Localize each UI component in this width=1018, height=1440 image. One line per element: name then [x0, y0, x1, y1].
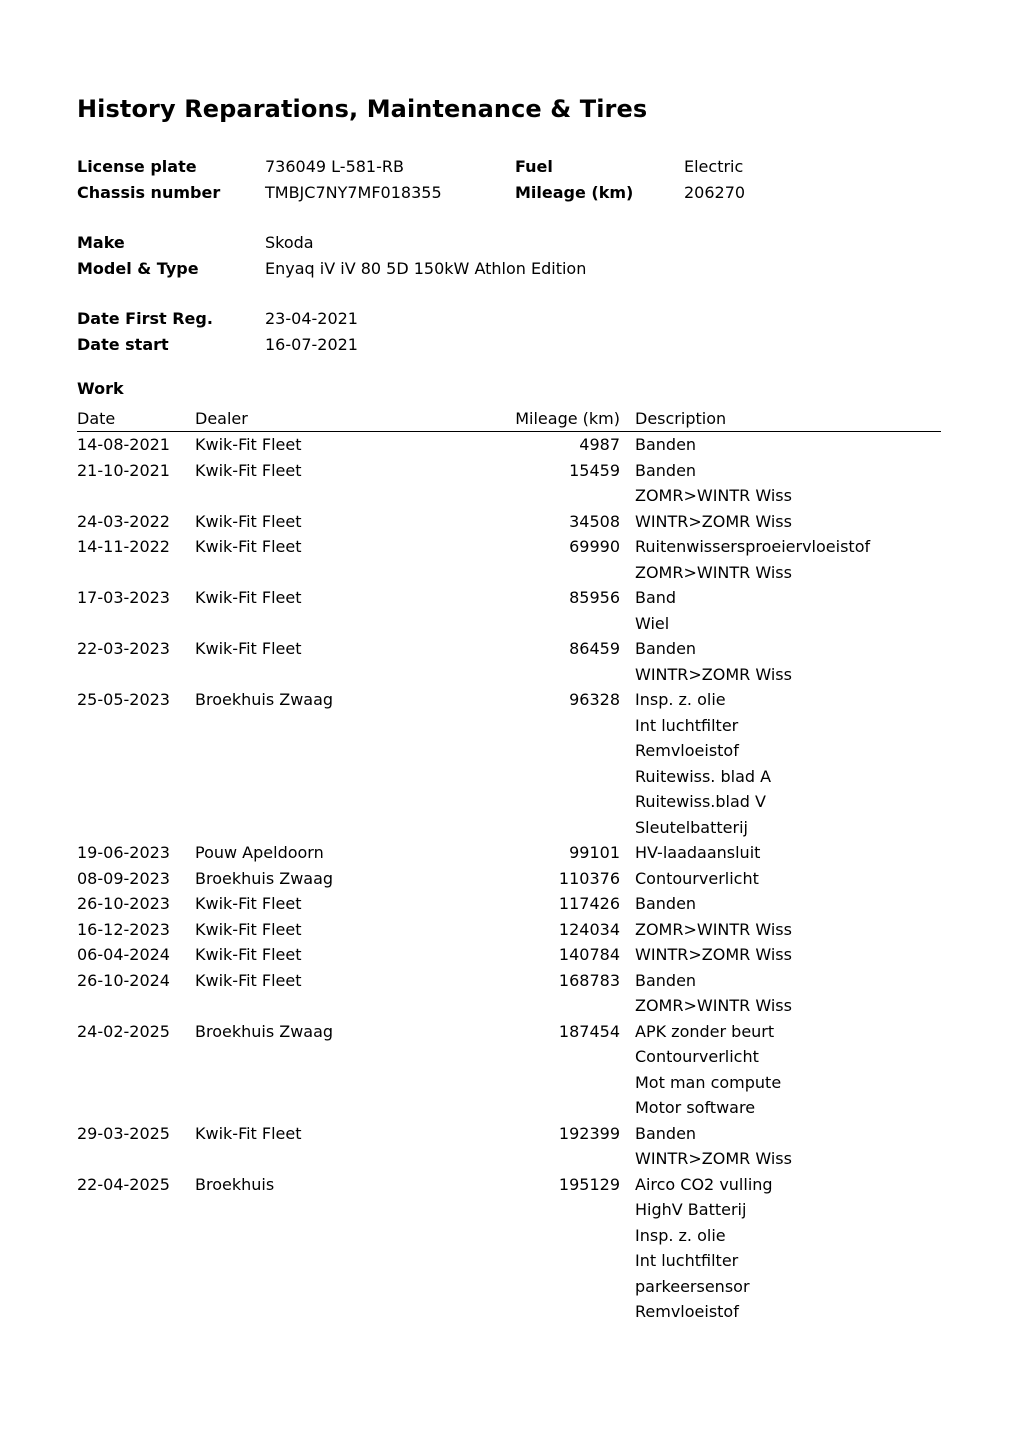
make-value: Skoda [265, 233, 314, 252]
row-mileage: 96328 [569, 690, 620, 709]
row-mileage: 168783 [558, 970, 620, 990]
row-date: 24-03-2022 [77, 511, 170, 531]
date-start-label: Date start [77, 334, 169, 354]
row-description: Mot man compute [635, 1072, 782, 1092]
header-date: Date [77, 409, 116, 428]
row-date: 22-04-2025 [77, 1174, 170, 1194]
row-description: HighV Batterij [635, 1200, 747, 1219]
row-description: HV-laadaansluit [635, 843, 761, 862]
table-row [77, 1172, 941, 1325]
row-description: Int luchtfilter [635, 1251, 739, 1270]
row-dealer: Broekhuis Zwaag [195, 690, 334, 709]
row-description: Insp. z. olie [635, 1225, 726, 1245]
row-description-list [635, 509, 792, 535]
model-type-label: Model & Type [77, 258, 199, 278]
row-description-list [635, 891, 696, 917]
row-description-list [635, 917, 792, 943]
row-mileage: 195129 [558, 1174, 620, 1194]
info-row-first-reg [77, 306, 941, 332]
page-title: History Reparations, Maintenance & Tires [77, 95, 648, 123]
row-description-list [635, 458, 792, 509]
row-description-list [635, 585, 676, 636]
header-mileage: Mileage (km) [515, 409, 620, 428]
table-row [77, 866, 941, 892]
row-description: ZOMR>WINTR Wiss [635, 486, 792, 505]
table-row [77, 636, 941, 687]
table-row [77, 458, 941, 509]
row-dealer: Broekhuis Zwaag [195, 1021, 334, 1041]
vehicle-model-block [77, 230, 941, 281]
row-description: WINTR>ZOMR Wiss [635, 511, 792, 531]
vehicle-id-block [77, 154, 941, 205]
row-description: Remvloeistof [635, 741, 739, 760]
row-description: Sleutelbatterij [635, 817, 748, 837]
row-description: Wiel [635, 613, 670, 633]
table-row [77, 968, 941, 1019]
row-description: Band [635, 588, 677, 607]
work-table [77, 406, 941, 1325]
row-mileage: 86459 [569, 639, 620, 658]
info-row-license-plate [77, 154, 941, 180]
row-mileage: 69990 [569, 537, 620, 556]
row-description: Airco CO2 vulling [635, 1174, 773, 1194]
row-date: 22-03-2023 [77, 639, 170, 658]
mileage-label: Mileage (km) [515, 182, 634, 202]
row-dealer: Kwik-Fit Fleet [195, 435, 302, 454]
row-date: 08-09-2023 [77, 868, 170, 888]
info-row-make [77, 230, 941, 256]
row-description: WINTR>ZOMR Wiss [635, 664, 792, 684]
row-description-list [635, 866, 759, 892]
row-dealer: Kwik-Fit Fleet [195, 1123, 302, 1143]
row-description: ZOMR>WINTR Wiss [635, 562, 792, 582]
info-row-date-start [77, 332, 941, 358]
row-dealer: Kwik-Fit Fleet [195, 894, 302, 913]
table-row [77, 891, 941, 917]
row-description: WINTR>ZOMR Wiss [635, 1149, 792, 1168]
table-row [77, 687, 941, 840]
row-date: 21-10-2021 [77, 460, 170, 480]
row-dealer: Kwik-Fit Fleet [195, 919, 302, 939]
row-dealer: Kwik-Fit Fleet [195, 511, 302, 531]
row-mileage: 110376 [558, 868, 620, 888]
work-table-header [77, 406, 941, 432]
row-date: 29-03-2025 [77, 1123, 170, 1143]
row-description: Banden [635, 1123, 697, 1143]
chassis-number-value: TMBJC7NY7MF018355 [265, 182, 442, 202]
license-plate-label: License plate [77, 157, 197, 176]
row-date: 19-06-2023 [77, 843, 170, 862]
row-date: 26-10-2024 [77, 970, 170, 990]
chassis-number-label: Chassis number [77, 182, 221, 202]
row-dealer: Kwik-Fit Fleet [195, 537, 302, 556]
row-mileage: 15459 [569, 460, 620, 480]
info-row-chassis [77, 180, 941, 206]
row-dealer: Kwik-Fit Fleet [195, 460, 302, 480]
row-date: 14-11-2022 [77, 537, 170, 556]
row-dealer: Kwik-Fit Fleet [195, 639, 302, 658]
row-description-list [635, 534, 870, 585]
header-dealer: Dealer [195, 409, 248, 428]
model-type-value: Enyaq iV iV 80 5D 150kW Athlon Edition [265, 258, 587, 278]
row-description-list [635, 1172, 773, 1325]
table-row [77, 1019, 941, 1121]
row-dealer: Kwik-Fit Fleet [195, 945, 302, 964]
row-description-list [635, 432, 696, 458]
row-mileage: 99101 [569, 843, 620, 862]
row-date: 24-02-2025 [77, 1021, 170, 1041]
row-date: 17-03-2023 [77, 588, 170, 607]
table-row [77, 432, 941, 458]
table-row [77, 534, 941, 585]
row-description: Banden [635, 435, 697, 454]
table-row [77, 942, 941, 968]
fuel-label: Fuel [515, 157, 553, 176]
row-description: Banden [635, 894, 697, 913]
row-mileage: 187454 [558, 1021, 620, 1041]
row-dealer: Kwik-Fit Fleet [195, 588, 302, 607]
row-description: Banden [635, 639, 697, 658]
row-dealer: Pouw Apeldoorn [195, 843, 324, 862]
first-reg-label: Date First Reg. [77, 309, 213, 328]
row-description-list [635, 840, 760, 866]
row-mileage: 4987 [579, 435, 620, 454]
work-section-title: Work [77, 379, 124, 398]
work-table-body [77, 432, 941, 1325]
fuel-value: Electric [684, 157, 744, 176]
info-row-model [77, 256, 941, 282]
row-date: 26-10-2023 [77, 894, 170, 913]
row-description: Contourverlicht [635, 1047, 759, 1066]
row-description: APK zonder beurt [635, 1021, 775, 1041]
row-description: Ruitewiss. blad A [635, 766, 772, 786]
row-date: 25-05-2023 [77, 690, 170, 709]
row-description-list [635, 636, 792, 687]
row-description: WINTR>ZOMR Wiss [635, 945, 792, 964]
row-description-list [635, 968, 792, 1019]
row-description-list [635, 1121, 792, 1172]
date-start-value: 16-07-2021 [265, 334, 358, 354]
row-description: Banden [635, 970, 697, 990]
table-row [77, 509, 941, 535]
row-dealer: Broekhuis [195, 1174, 275, 1194]
row-description: ZOMR>WINTR Wiss [635, 996, 792, 1015]
row-description: Int luchtfilter [635, 715, 739, 735]
row-description: parkeersensor [635, 1276, 750, 1296]
header-description: Description [635, 409, 727, 428]
row-mileage: 192399 [558, 1123, 620, 1143]
license-plate-value: 736049 L-581-RB [265, 157, 404, 176]
table-row [77, 840, 941, 866]
row-description: Ruitenwissersproeiervloeistof [635, 537, 871, 556]
row-date: 14-08-2021 [77, 435, 170, 454]
table-row [77, 917, 941, 943]
row-description-list [635, 687, 771, 840]
row-date: 06-04-2024 [77, 945, 170, 964]
row-dealer: Kwik-Fit Fleet [195, 970, 302, 990]
row-description: ZOMR>WINTR Wiss [635, 919, 792, 939]
row-description-list [635, 942, 792, 968]
vehicle-dates-block [77, 306, 941, 357]
row-mileage: 117426 [558, 894, 620, 913]
row-mileage: 140784 [558, 945, 620, 964]
row-description-list [635, 1019, 781, 1121]
table-row [77, 585, 941, 636]
row-mileage: 85956 [569, 588, 620, 607]
row-mileage: 34508 [569, 511, 620, 531]
make-label: Make [77, 233, 125, 252]
row-description: Contourverlicht [635, 868, 759, 888]
row-description: Banden [635, 460, 697, 480]
row-date: 16-12-2023 [77, 919, 170, 939]
first-reg-value: 23-04-2021 [265, 309, 358, 328]
row-description: Ruitewiss.blad V [635, 792, 766, 811]
row-description: Insp. z. olie [635, 690, 726, 709]
row-description: Remvloeistof [635, 1302, 739, 1321]
table-row [77, 1121, 941, 1172]
mileage-value: 206270 [684, 182, 746, 202]
row-mileage: 124034 [558, 919, 620, 939]
row-description: Motor software [635, 1098, 756, 1117]
row-dealer: Broekhuis Zwaag [195, 868, 334, 888]
